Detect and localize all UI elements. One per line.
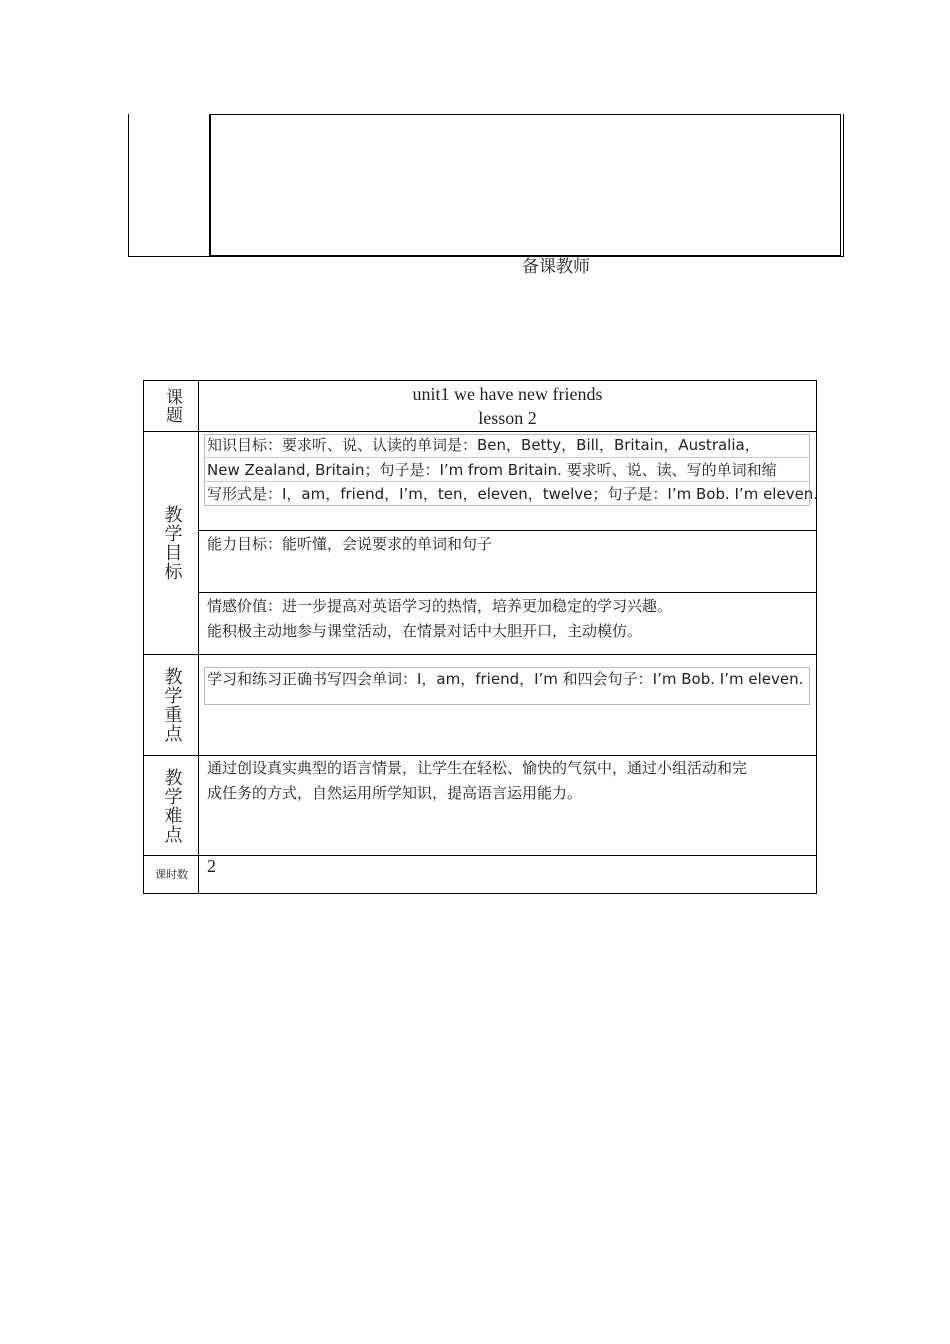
difficulties-line-1: 通过创设真实典型的语言情景，让学生在轻松、愉快的气氛中，通过小组活动和完	[207, 759, 748, 777]
topic-label	[144, 381, 199, 431]
knowledge-objective-line-1: 知识目标：要求听、说、认读的单词是：Ben，Betty，Bill，Britain，Australia，	[207, 436, 760, 454]
objectives-label	[144, 432, 199, 654]
emotion-objective-line-1: 情感价值：进一步提高对英语学习的热情，培养更加稳定的学习兴趣。	[207, 597, 673, 615]
difficulties-label	[144, 756, 199, 855]
key-points-label	[144, 655, 199, 755]
knowledge-objective-line-2: New Zealand, Britain；句子是：I’m from Britain. 要求听、说、读、写的单词和缩	[207, 461, 777, 479]
lesson-plan-table	[143, 380, 817, 894]
top-bottom-border	[128, 256, 844, 257]
top-right-border	[843, 114, 844, 257]
top-inner-box	[210, 114, 841, 256]
key-points-text: 学习和练习正确书写四会单词：I，am，friend，I’m 和四会句子：I’m Bob. I’m eleven.	[207, 670, 804, 688]
hours-label-text: 课时数	[155, 867, 188, 881]
emotion-objective-line-2: 能积极主动地参与课堂活动，在情景对话中大胆开口，主动模仿。	[207, 622, 643, 640]
difficulties-line-2: 成任务的方式，自然运用所学知识，提高语言运用能力。	[207, 784, 583, 802]
knowledge-objective-line-3: 写形式是：I，am，friend，I’m，ten，eleven，twelve；句子是：I’m Bob. I’m eleven.	[207, 485, 819, 503]
topic-title: unit1 we have new friends	[412, 384, 603, 404]
hours-value: 2	[207, 856, 216, 876]
row-divider	[199, 530, 816, 531]
row-divider	[144, 654, 816, 655]
teacher-caption: 备课教师	[522, 257, 590, 277]
key-points-label-text: 教学重点	[161, 667, 183, 743]
topic-lesson: lesson 2	[478, 408, 537, 428]
topic-label-text: 课题	[162, 388, 182, 424]
top-left-border	[128, 114, 129, 257]
row-divider	[199, 592, 816, 593]
hours-label	[144, 856, 199, 893]
row-divider	[144, 855, 816, 856]
difficulties-label-text: 教学难点	[161, 767, 183, 844]
row-divider	[144, 431, 816, 432]
ability-objective: 能力目标：能听懂，会说要求的单词和句子	[207, 535, 493, 553]
objectives-label-text: 教学目标	[161, 505, 183, 581]
